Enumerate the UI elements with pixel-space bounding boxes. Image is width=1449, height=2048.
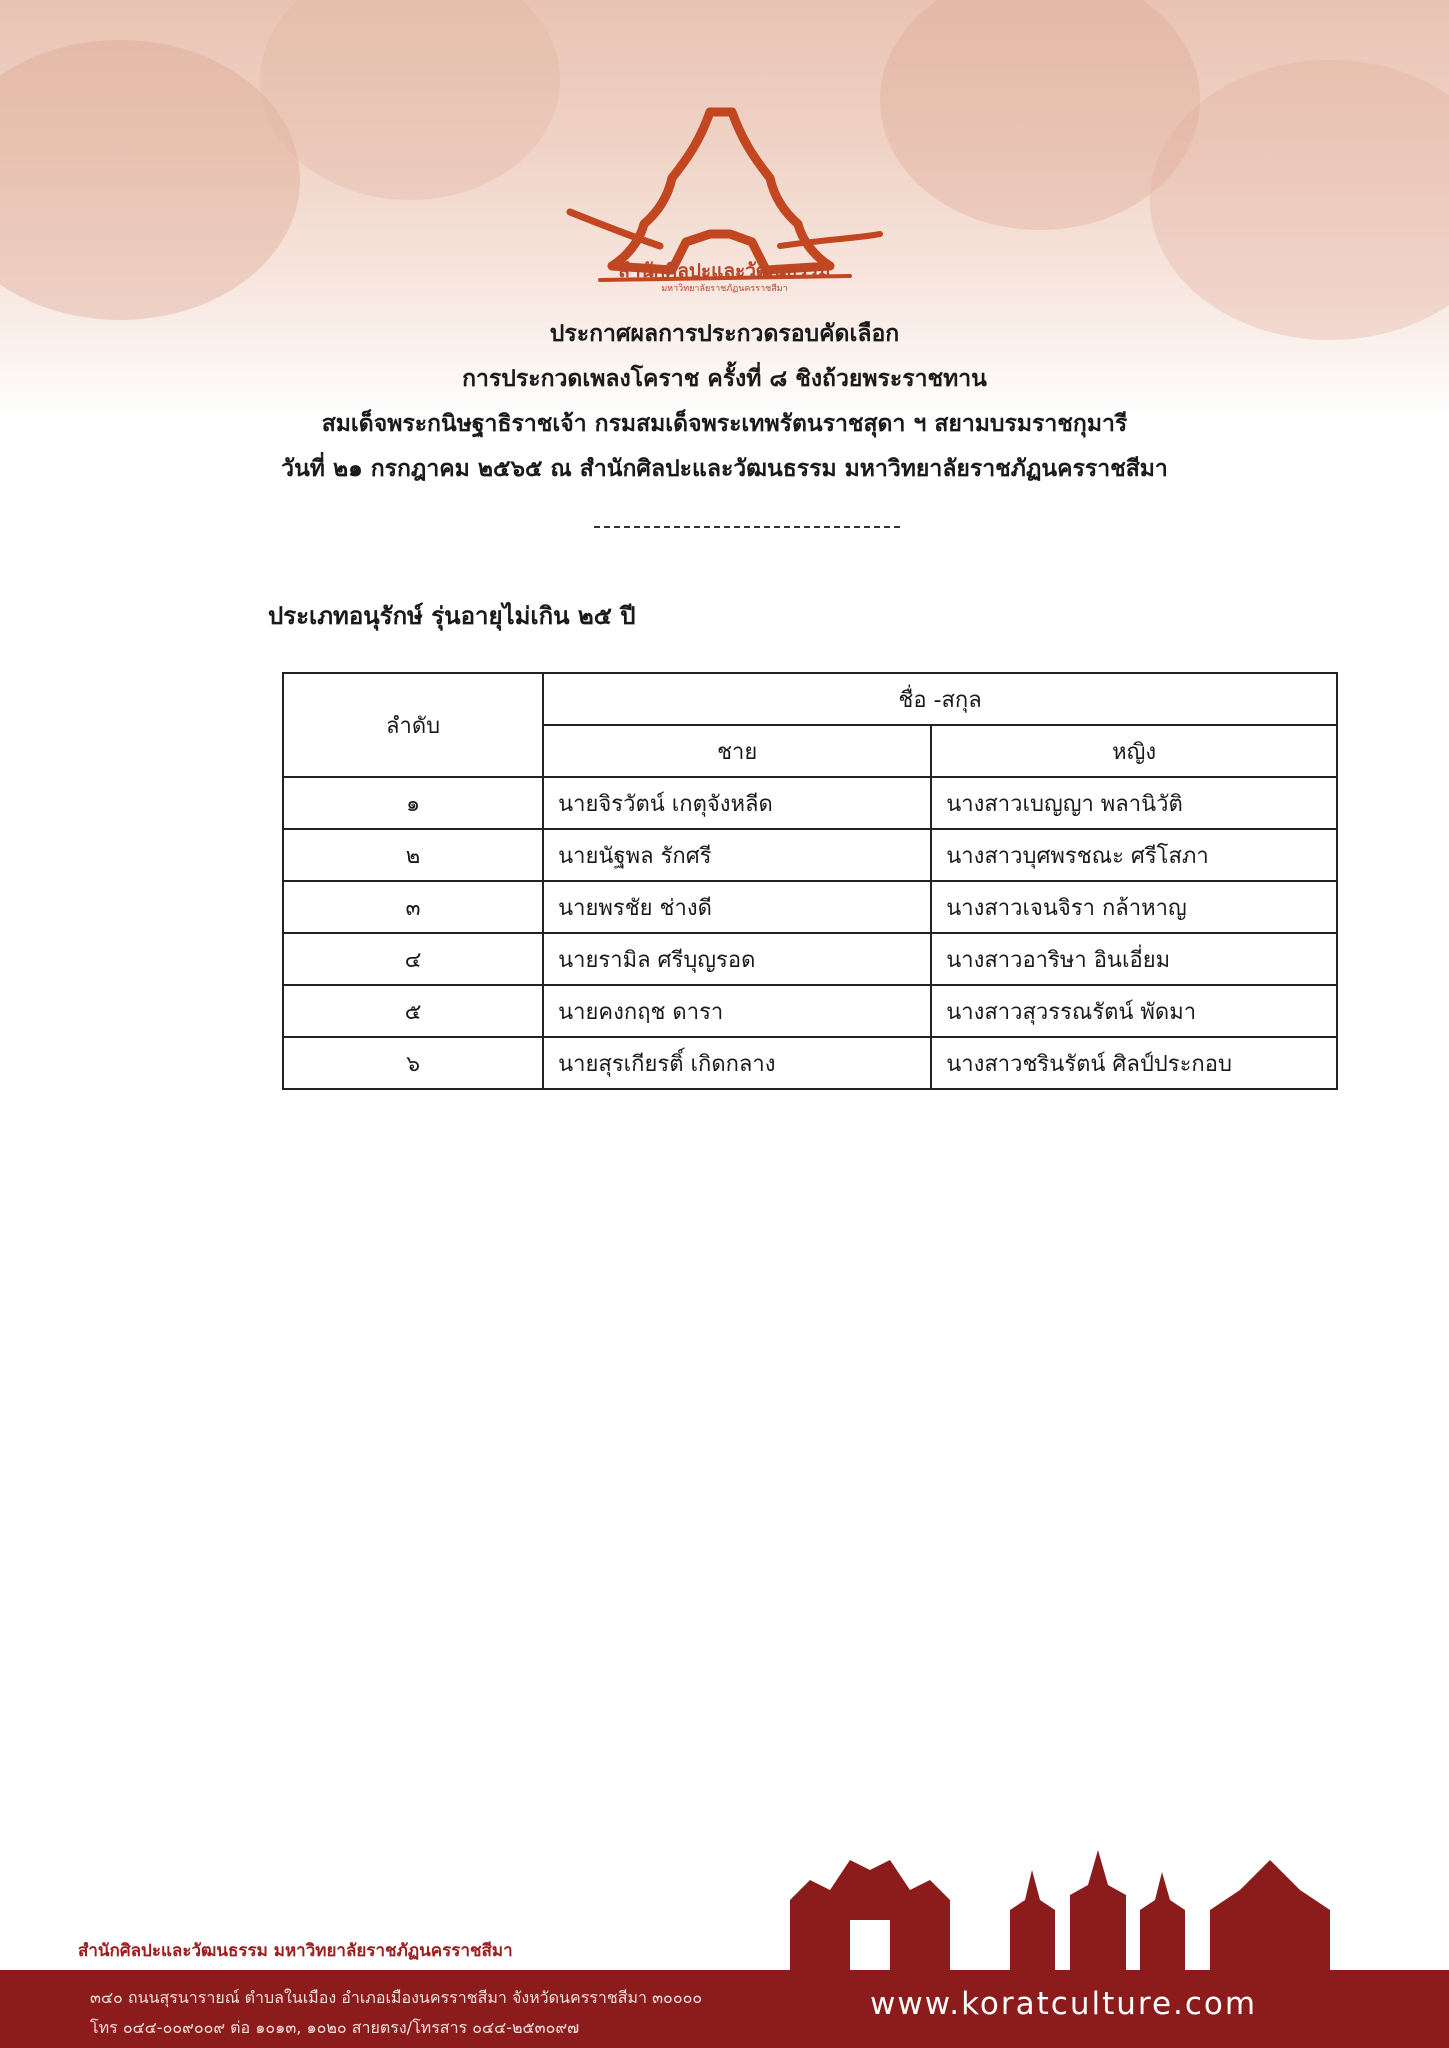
- table-row: [283, 777, 1337, 829]
- ornament-decoration: [260, 0, 560, 200]
- address-line: ๓๔๐ ถนนสุรนารายณ์ ตำบลในเมือง อำเภอเมืองนครราชสีมา จังหวัดนครราชสีมา ๓๐๐๐๐: [90, 1988, 703, 2007]
- title-line: ประกาศผลการประกวดรอบคัดเลือก: [549, 321, 900, 347]
- header-male: ชาย: [543, 725, 931, 777]
- female-name: นางสาวชรินรัตน์ ศิลป์ประกอบ: [931, 1037, 1337, 1089]
- table-row: [283, 829, 1337, 881]
- dashed-divider: [594, 526, 900, 528]
- row-number: ๕: [283, 985, 543, 1037]
- row-number: ๒: [283, 829, 543, 881]
- table-row: [283, 881, 1337, 933]
- female-name: นางสาวอาริษา อินเอี่ยม: [931, 933, 1337, 985]
- female-name: นางสาวบุศพรชณะ ศรีโสภา: [931, 829, 1337, 881]
- footer-org-name: สำนักศิลปะและวัฒนธรรม มหาวิทยาลัยราชภัฏนครราชสีมา: [78, 1941, 513, 1961]
- table-row: [283, 933, 1337, 985]
- header-female: หญิง: [931, 725, 1337, 777]
- male-name: นายคงกฤช ดารา: [543, 985, 931, 1037]
- footer-address: [90, 1983, 702, 2043]
- male-name: นายสุรเกียรติ์ เกิดกลาง: [543, 1037, 931, 1089]
- table-row: [283, 1037, 1337, 1089]
- header-order: ลำดับ: [283, 673, 543, 777]
- announcement-title: [0, 312, 1449, 492]
- row-number: ๓: [283, 881, 543, 933]
- website-link[interactable]: www.koratculture.com: [870, 1986, 1258, 2022]
- female-name: นางสาวสุวรรณรัตน์ พัดมา: [931, 985, 1337, 1037]
- results-table: [282, 672, 1338, 1090]
- female-name: นางสาวเจนจิรา กล้าหาญ: [931, 881, 1337, 933]
- phone-line: โทร ๐๔๔-๐๐๙๐๐๙ ต่อ ๑๐๑๓, ๑๐๒๐ สายตรง/โทรสาร ๐๔๔-๒๕๓๐๙๗: [90, 2018, 580, 2037]
- row-number: ๖: [283, 1037, 543, 1089]
- gate-skyline-icon: [770, 1840, 1370, 1975]
- title-line: การประกวดเพลงโคราช ครั้งที่ ๘ ชิงถ้วยพระราชทาน: [462, 366, 987, 392]
- male-name: นายนัฐพล รักศรี: [543, 829, 931, 881]
- table-row: [283, 985, 1337, 1037]
- row-number: ๔: [283, 933, 543, 985]
- female-name: นางสาวเบญญา พลานิวัติ: [931, 777, 1337, 829]
- male-name: นายพรชัย ช่างดี: [543, 881, 931, 933]
- category-heading: ประเภทอนุรักษ์ รุ่นอายุไม่เกิน ๒๕ ปี: [268, 602, 636, 630]
- header-name: ชื่อ -สกุล: [543, 673, 1337, 725]
- org-logo-subtext: มหาวิทยาลัยราชภัฏนครราชสีมา: [661, 284, 788, 294]
- title-line: วันที่ ๒๑ กรกฎาคม ๒๕๖๕ ณ สำนักศิลปะและวัฒนธรรม มหาวิทยาลัยราชภัฏนครราชสีมา: [281, 456, 1168, 482]
- male-name: นายจิรวัตน์ เกตุจังหลีด: [543, 777, 931, 829]
- title-line: สมเด็จพระกนิษฐาธิราชเจ้า กรมสมเด็จพระเทพรัตนราชสุดา ฯ สยามบรมราชกุมารี: [321, 411, 1128, 437]
- org-logo-text: สำนักศิลปะและวัฒนธรรม: [618, 260, 831, 282]
- row-number: ๑: [283, 777, 543, 829]
- male-name: นายรามิล ศรีบุญรอด: [543, 933, 931, 985]
